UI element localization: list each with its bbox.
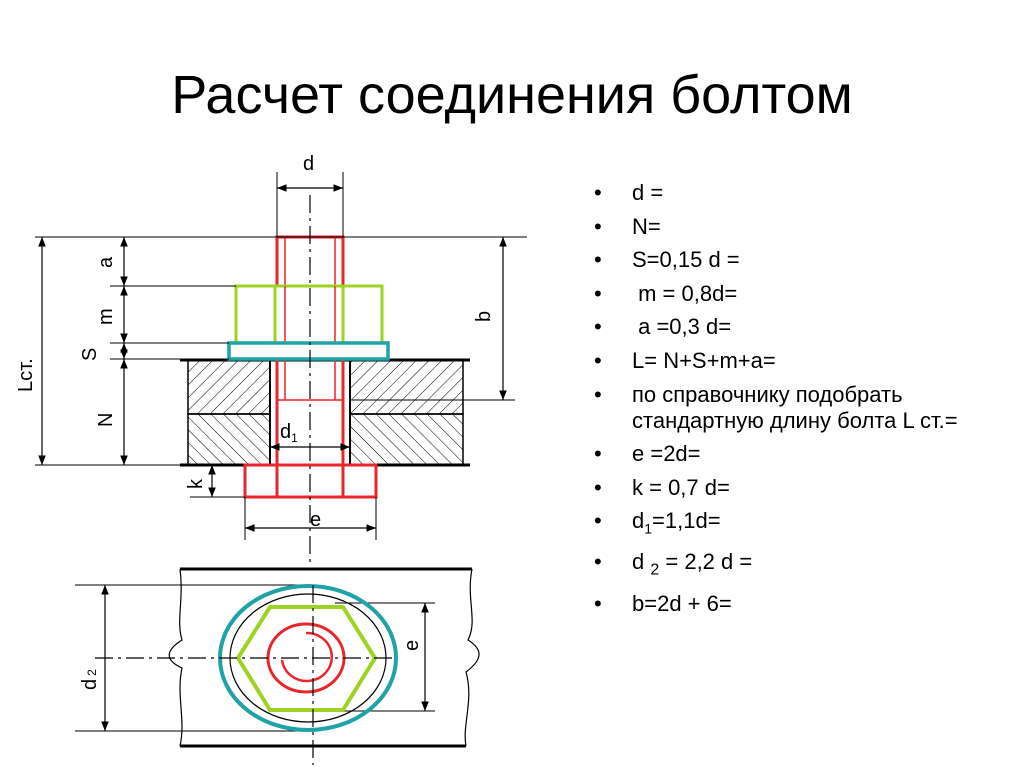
lower-plate [188, 414, 463, 465]
label-e-front: e [310, 509, 322, 531]
label-d1: $d_1$ [280, 421, 298, 445]
label-n: N [95, 412, 117, 427]
formula-item: • $d_1=1,1d=$ [594, 508, 721, 537]
formula-item: • N= [594, 213, 661, 239]
label-s: S [79, 347, 101, 361]
upper-plate [188, 360, 463, 414]
label-l-st: Lст. [15, 358, 37, 392]
formula-item: • по справочнику подобрать стандартную длину болта L ст.= [594, 381, 958, 433]
formula-item: • b=2d + 6= [594, 591, 732, 617]
formula-item: • a =0,3 d= [594, 314, 732, 340]
formula-item: • S=0,15 d = [594, 247, 740, 273]
formula-item: • k = 0,7 d= [594, 474, 730, 500]
formula-item: • m = 0,8d= [594, 280, 738, 306]
label-m: m [95, 308, 117, 325]
formula-item: • d = [594, 180, 664, 205]
nut [236, 286, 382, 343]
label-b: b [473, 310, 495, 322]
formula-item: • L= N+S+m+a= [594, 347, 776, 373]
formula-item: • e =2d= [594, 441, 701, 467]
label-e-top-view: e [401, 639, 423, 651]
label-d2: d2 [79, 669, 101, 690]
slide-title: Расчет соединения болтом [171, 65, 853, 125]
label-k: k [185, 479, 207, 489]
washer [229, 343, 388, 359]
label-d: d [303, 153, 315, 175]
formula-item: • d $_2$ = 2,2 d = [594, 549, 753, 579]
label-a: a [95, 256, 117, 268]
formula-list [594, 180, 1014, 625]
